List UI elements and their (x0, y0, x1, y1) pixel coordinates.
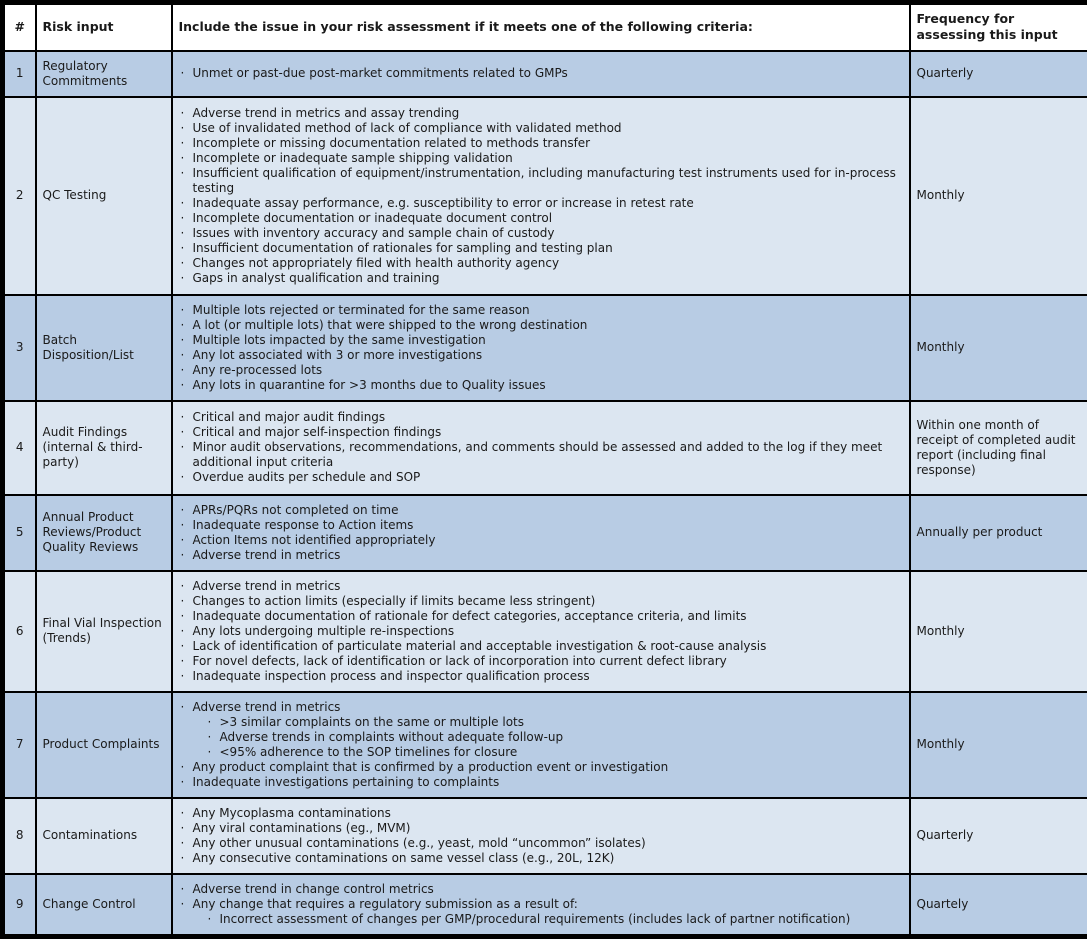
criteria-text: Issues with inventory accuracy and sample chain of custody (193, 226, 899, 241)
bullet-icon: · (179, 378, 193, 393)
criteria-text: Unmet or past-due post-market commitments related to GMPs (193, 66, 899, 81)
row-number: 5 (3, 495, 36, 571)
criteria-item (179, 760, 899, 775)
frequency-cell: Monthly (910, 97, 1087, 295)
criteria-text: Inadequate response to Action items (193, 518, 899, 533)
criteria-text: Any change that requires a regulatory submission as a result of: (193, 897, 899, 912)
criteria-cell (172, 51, 910, 97)
criteria-text: <95% adherence to the SOP timelines for closure (220, 745, 899, 760)
criteria-item (179, 806, 899, 821)
criteria-item (206, 715, 899, 730)
bullet-icon: · (206, 715, 220, 730)
criteria-text: A lot (or multiple lots) that were shipped to the wrong destination (193, 318, 899, 333)
criteria-text: Any viral contaminations (eg., MVM) (193, 821, 899, 836)
frequency-cell: Monthly (910, 571, 1087, 692)
bullet-icon: · (179, 654, 193, 669)
criteria-text: Any lots undergoing multiple re-inspections (193, 624, 899, 639)
criteria-item (179, 106, 899, 121)
bullet-icon: · (179, 821, 193, 836)
frequency-cell: Monthly (910, 692, 1087, 798)
bullet-icon: · (206, 745, 220, 760)
risk-input-cell: Audit Findings (internal & third-party) (36, 401, 172, 495)
criteria-item (206, 912, 899, 927)
criteria-item (179, 821, 899, 836)
table-row (3, 692, 1087, 798)
criteria-text: Action Items not identified appropriately (193, 533, 899, 548)
bullet-icon: · (206, 912, 220, 927)
criteria-text: Minor audit observations, recommendations, and comments should be assessed and added to the log if they meet additional input criteria (193, 440, 899, 470)
bullet-icon: · (179, 136, 193, 151)
row-number: 7 (3, 692, 36, 798)
criteria-item (179, 775, 899, 790)
bullet-icon: · (179, 348, 193, 363)
criteria-text: APRs/PQRs not completed on time (193, 503, 899, 518)
bullet-icon: · (206, 730, 220, 745)
criteria-item (179, 548, 899, 563)
criteria-item (179, 533, 899, 548)
risk-input-cell: Product Complaints (36, 692, 172, 798)
criteria-cell (172, 97, 910, 295)
criteria-item (179, 318, 899, 333)
bullet-icon: · (179, 700, 193, 715)
criteria-cell (172, 495, 910, 571)
bullet-icon: · (179, 548, 193, 563)
criteria-item (179, 654, 899, 669)
bullet-icon: · (179, 503, 193, 518)
risk-input-cell: Annual Product Reviews/Product Quality Reviews (36, 495, 172, 571)
criteria-item (179, 579, 899, 594)
criteria-item (179, 836, 899, 851)
bullet-icon: · (179, 836, 193, 851)
criteria-cell (172, 401, 910, 495)
bullet-icon: · (179, 303, 193, 318)
criteria-text: Overdue audits per schedule and SOP (193, 470, 899, 485)
criteria-item (179, 211, 899, 226)
criteria-text: Changes to action limits (especially if limits became less stringent) (193, 594, 899, 609)
criteria-item (179, 700, 899, 715)
row-number: 4 (3, 401, 36, 495)
criteria-text: Inadequate investigations pertaining to complaints (193, 775, 899, 790)
criteria-item (179, 121, 899, 136)
row-number: 2 (3, 97, 36, 295)
criteria-item (179, 136, 899, 151)
criteria-text: Any consecutive contaminations on same vessel class (e.g., 20L, 12K) (193, 851, 899, 866)
criteria-text: Adverse trend in change control metrics (193, 882, 899, 897)
criteria-item (179, 410, 899, 425)
criteria-text: Multiple lots rejected or terminated for the same reason (193, 303, 899, 318)
criteria-item (179, 882, 899, 897)
criteria-text: Incomplete documentation or inadequate document control (193, 211, 899, 226)
criteria-item (179, 518, 899, 533)
table-row (3, 798, 1087, 874)
bullet-icon: · (179, 533, 193, 548)
criteria-item (179, 303, 899, 318)
criteria-item (179, 348, 899, 363)
row-number: 1 (3, 51, 36, 97)
bullet-icon: · (179, 609, 193, 624)
criteria-item (179, 151, 899, 166)
bullet-icon: · (179, 363, 193, 378)
bullet-icon: · (179, 897, 193, 912)
risk-input-cell: Contaminations (36, 798, 172, 874)
criteria-item (179, 639, 899, 654)
criteria-item (179, 503, 899, 518)
criteria-item (179, 256, 899, 271)
bullet-icon: · (179, 121, 193, 136)
criteria-text: Adverse trend in metrics (193, 548, 899, 563)
criteria-cell (172, 798, 910, 874)
risk-input-cell: QC Testing (36, 97, 172, 295)
criteria-text: Gaps in analyst qualification and training (193, 271, 899, 286)
criteria-item (206, 730, 899, 745)
row-number: 6 (3, 571, 36, 692)
table-row (3, 571, 1087, 692)
criteria-text: Incorrect assessment of changes per GMP/procedural requirements (includes lack of partner notification) (220, 912, 899, 927)
criteria-text: For novel defects, lack of identification or lack of incorporation into current defect library (193, 654, 899, 669)
criteria-item (179, 594, 899, 609)
criteria-item (179, 897, 899, 912)
criteria-cell (172, 692, 910, 798)
criteria-text: Inadequate assay performance, e.g. susceptibility to error or increase in retest rate (193, 196, 899, 211)
criteria-cell (172, 571, 910, 692)
criteria-text: Incomplete or inadequate sample shipping validation (193, 151, 899, 166)
frequency-cell: Quartely (910, 874, 1087, 937)
bullet-icon: · (179, 470, 193, 485)
bullet-icon: · (179, 211, 193, 226)
criteria-text: Inadequate inspection process and inspector qualification process (193, 669, 899, 684)
criteria-item (179, 226, 899, 241)
criteria-text: Any lots in quarantine for >3 months due to Quality issues (193, 378, 899, 393)
bullet-icon: · (179, 333, 193, 348)
bullet-icon: · (179, 166, 193, 181)
header-risk-input: Risk input (36, 3, 172, 51)
bullet-icon: · (179, 624, 193, 639)
criteria-text: Critical and major audit findings (193, 410, 899, 425)
bullet-icon: · (179, 775, 193, 790)
header-frequency: Frequency for assessing this input (910, 3, 1087, 51)
criteria-item (179, 425, 899, 440)
bullet-icon: · (179, 106, 193, 121)
table-row (3, 51, 1087, 97)
criteria-text: >3 similar complaints on the same or multiple lots (220, 715, 899, 730)
criteria-text: Adverse trend in metrics (193, 579, 899, 594)
criteria-item (179, 851, 899, 866)
bullet-icon: · (179, 271, 193, 286)
criteria-text: Insufficient documentation of rationales for sampling and testing plan (193, 241, 899, 256)
bullet-icon: · (179, 410, 193, 425)
criteria-text: Adverse trends in complaints without adequate follow-up (220, 730, 899, 745)
criteria-item (179, 333, 899, 348)
criteria-text: Adverse trend in metrics (193, 700, 899, 715)
criteria-text: Incomplete or missing documentation related to methods transfer (193, 136, 899, 151)
criteria-item (179, 470, 899, 485)
table-row (3, 97, 1087, 295)
bullet-icon: · (179, 440, 193, 455)
criteria-item (179, 378, 899, 393)
bullet-icon: · (179, 66, 193, 81)
header-number-column: # (3, 3, 36, 51)
risk-input-cell: Final Vial Inspection (Trends) (36, 571, 172, 692)
criteria-text: Any lot associated with 3 or more investigations (193, 348, 899, 363)
bullet-icon: · (179, 318, 193, 333)
criteria-item (179, 271, 899, 286)
frequency-cell: Annually per product (910, 495, 1087, 571)
table-row (3, 295, 1087, 401)
criteria-text: Lack of identification of particulate material and acceptable investigation & root-cause analysis (193, 639, 899, 654)
criteria-cell (172, 295, 910, 401)
bullet-icon: · (179, 196, 193, 211)
criteria-item (179, 669, 899, 684)
criteria-text: Any re-processed lots (193, 363, 899, 378)
bullet-icon: · (179, 579, 193, 594)
criteria-text: Multiple lots impacted by the same investigation (193, 333, 899, 348)
frequency-cell: Monthly (910, 295, 1087, 401)
bullet-icon: · (179, 806, 193, 821)
table-row (3, 495, 1087, 571)
bullet-icon: · (179, 241, 193, 256)
frequency-cell: Within one month of receipt of completed audit report (including final response) (910, 401, 1087, 495)
bullet-icon: · (179, 669, 193, 684)
criteria-text: Use of invalidated method of lack of compliance with validated method (193, 121, 899, 136)
row-number: 3 (3, 295, 36, 401)
criteria-text: Critical and major self-inspection findings (193, 425, 899, 440)
criteria-item (179, 196, 899, 211)
row-number: 8 (3, 798, 36, 874)
risk-input-cell: Batch Disposition/List (36, 295, 172, 401)
risk-input-cell: Change Control (36, 874, 172, 937)
criteria-item (179, 66, 899, 81)
criteria-text: Changes not appropriately filed with health authority agency (193, 256, 899, 271)
header-row (3, 3, 1087, 51)
criteria-text: Any product complaint that is confirmed by a production event or investigation (193, 760, 899, 775)
table-row (3, 401, 1087, 495)
bullet-icon: · (179, 639, 193, 654)
bullet-icon: · (179, 151, 193, 166)
criteria-text: Any other unusual contaminations (e.g., yeast, mold “uncommon” isolates) (193, 836, 899, 851)
risk-input-cell: Regulatory Commitments (36, 51, 172, 97)
criteria-item (179, 166, 899, 196)
bullet-icon: · (179, 851, 193, 866)
frequency-cell: Quarterly (910, 51, 1087, 97)
criteria-text: Inadequate documentation of rationale for defect categories, acceptance criteria, and limits (193, 609, 899, 624)
bullet-icon: · (179, 256, 193, 271)
criteria-item (179, 363, 899, 378)
bullet-icon: · (179, 226, 193, 241)
criteria-item (179, 440, 899, 470)
frequency-cell: Quarterly (910, 798, 1087, 874)
header-criteria: Include the issue in your risk assessment if it meets one of the following criteria: (172, 3, 910, 51)
criteria-text: Insufficient qualification of equipment/instrumentation, including manufacturing test instruments used for in-process testing (193, 166, 899, 196)
bullet-icon: · (179, 760, 193, 775)
row-number: 9 (3, 874, 36, 937)
bullet-icon: · (179, 594, 193, 609)
bullet-icon: · (179, 882, 193, 897)
criteria-item (206, 745, 899, 760)
criteria-text: Adverse trend in metrics and assay trending (193, 106, 899, 121)
criteria-text: Any Mycoplasma contaminations (193, 806, 899, 821)
criteria-item (179, 609, 899, 624)
bullet-icon: · (179, 518, 193, 533)
bullet-icon: · (179, 425, 193, 440)
criteria-item (179, 624, 899, 639)
criteria-item (179, 241, 899, 256)
